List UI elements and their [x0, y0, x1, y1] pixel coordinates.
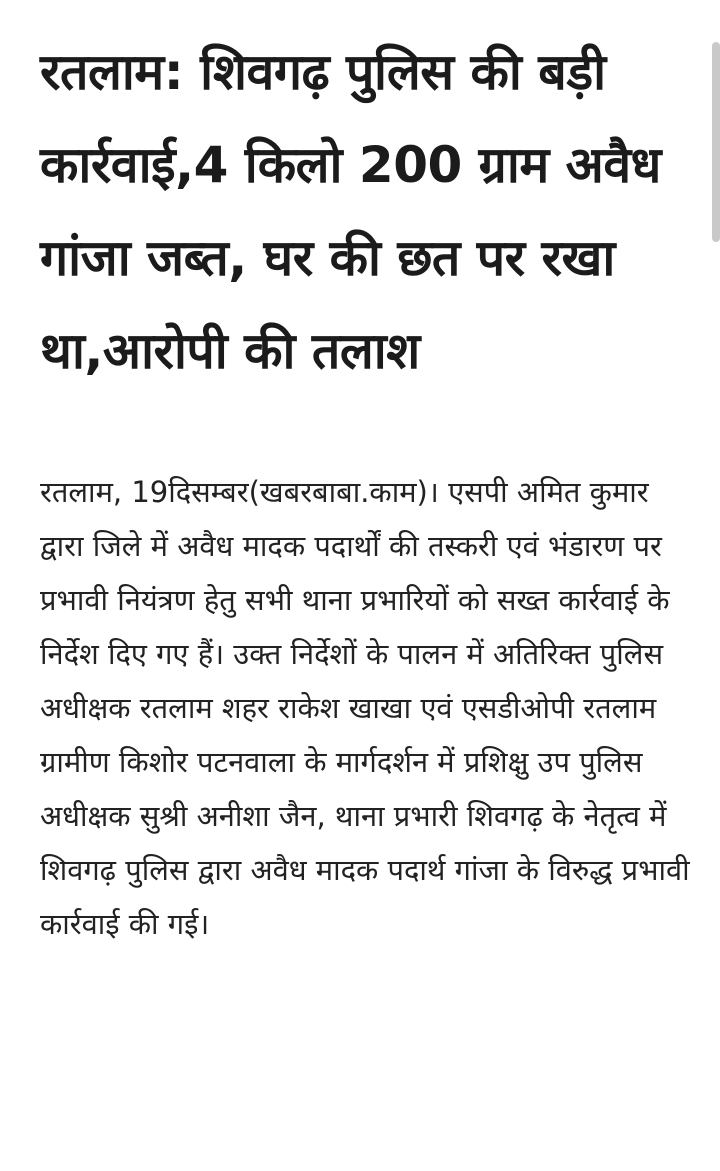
scrollbar-thumb[interactable] — [712, 42, 720, 242]
article-headline: रतलाम: शिवगढ़ पुलिस की बड़ी कार्रवाई,4 किलो 200 ग्राम अवैध गांजा जब्त, घर की छत पर रखा था,आरोपी की तलाश — [40, 43, 661, 380]
article — [40, 26, 700, 951]
article-body: रतलाम, 19दिसम्बर(खबरबाबा.काम)। एसपी अमित कुमार द्वारा जिले में अवैध मादक पदार्थों की तस्करी एवं भंडारण पर प्रभावी नियंत्रण हेतु सभी थाना प्रभारियों को सख्त कार्रवाई के निर्देश दिए गए हैं। उक्त निर्देशों के पालन में अतिरिक्त पुलिस अधीक्षक रतलाम शहर राकेश खाखा एवं एसडीओपी रतलाम ग्रामीण किशोर पटनवाला के मार्गदर्शन में प्रशिक्षु उप पुलिस अधीक्षक सुश्री अनीशा जैन, थाना प्रभारी शिवगढ़ के नेतृत्व में शिवगढ़ पुलिस द्वारा अवैध मादक पदार्थ गांजा के विरुद्ध प्रभावी कार्रवाई की गई। — [40, 475, 690, 941]
